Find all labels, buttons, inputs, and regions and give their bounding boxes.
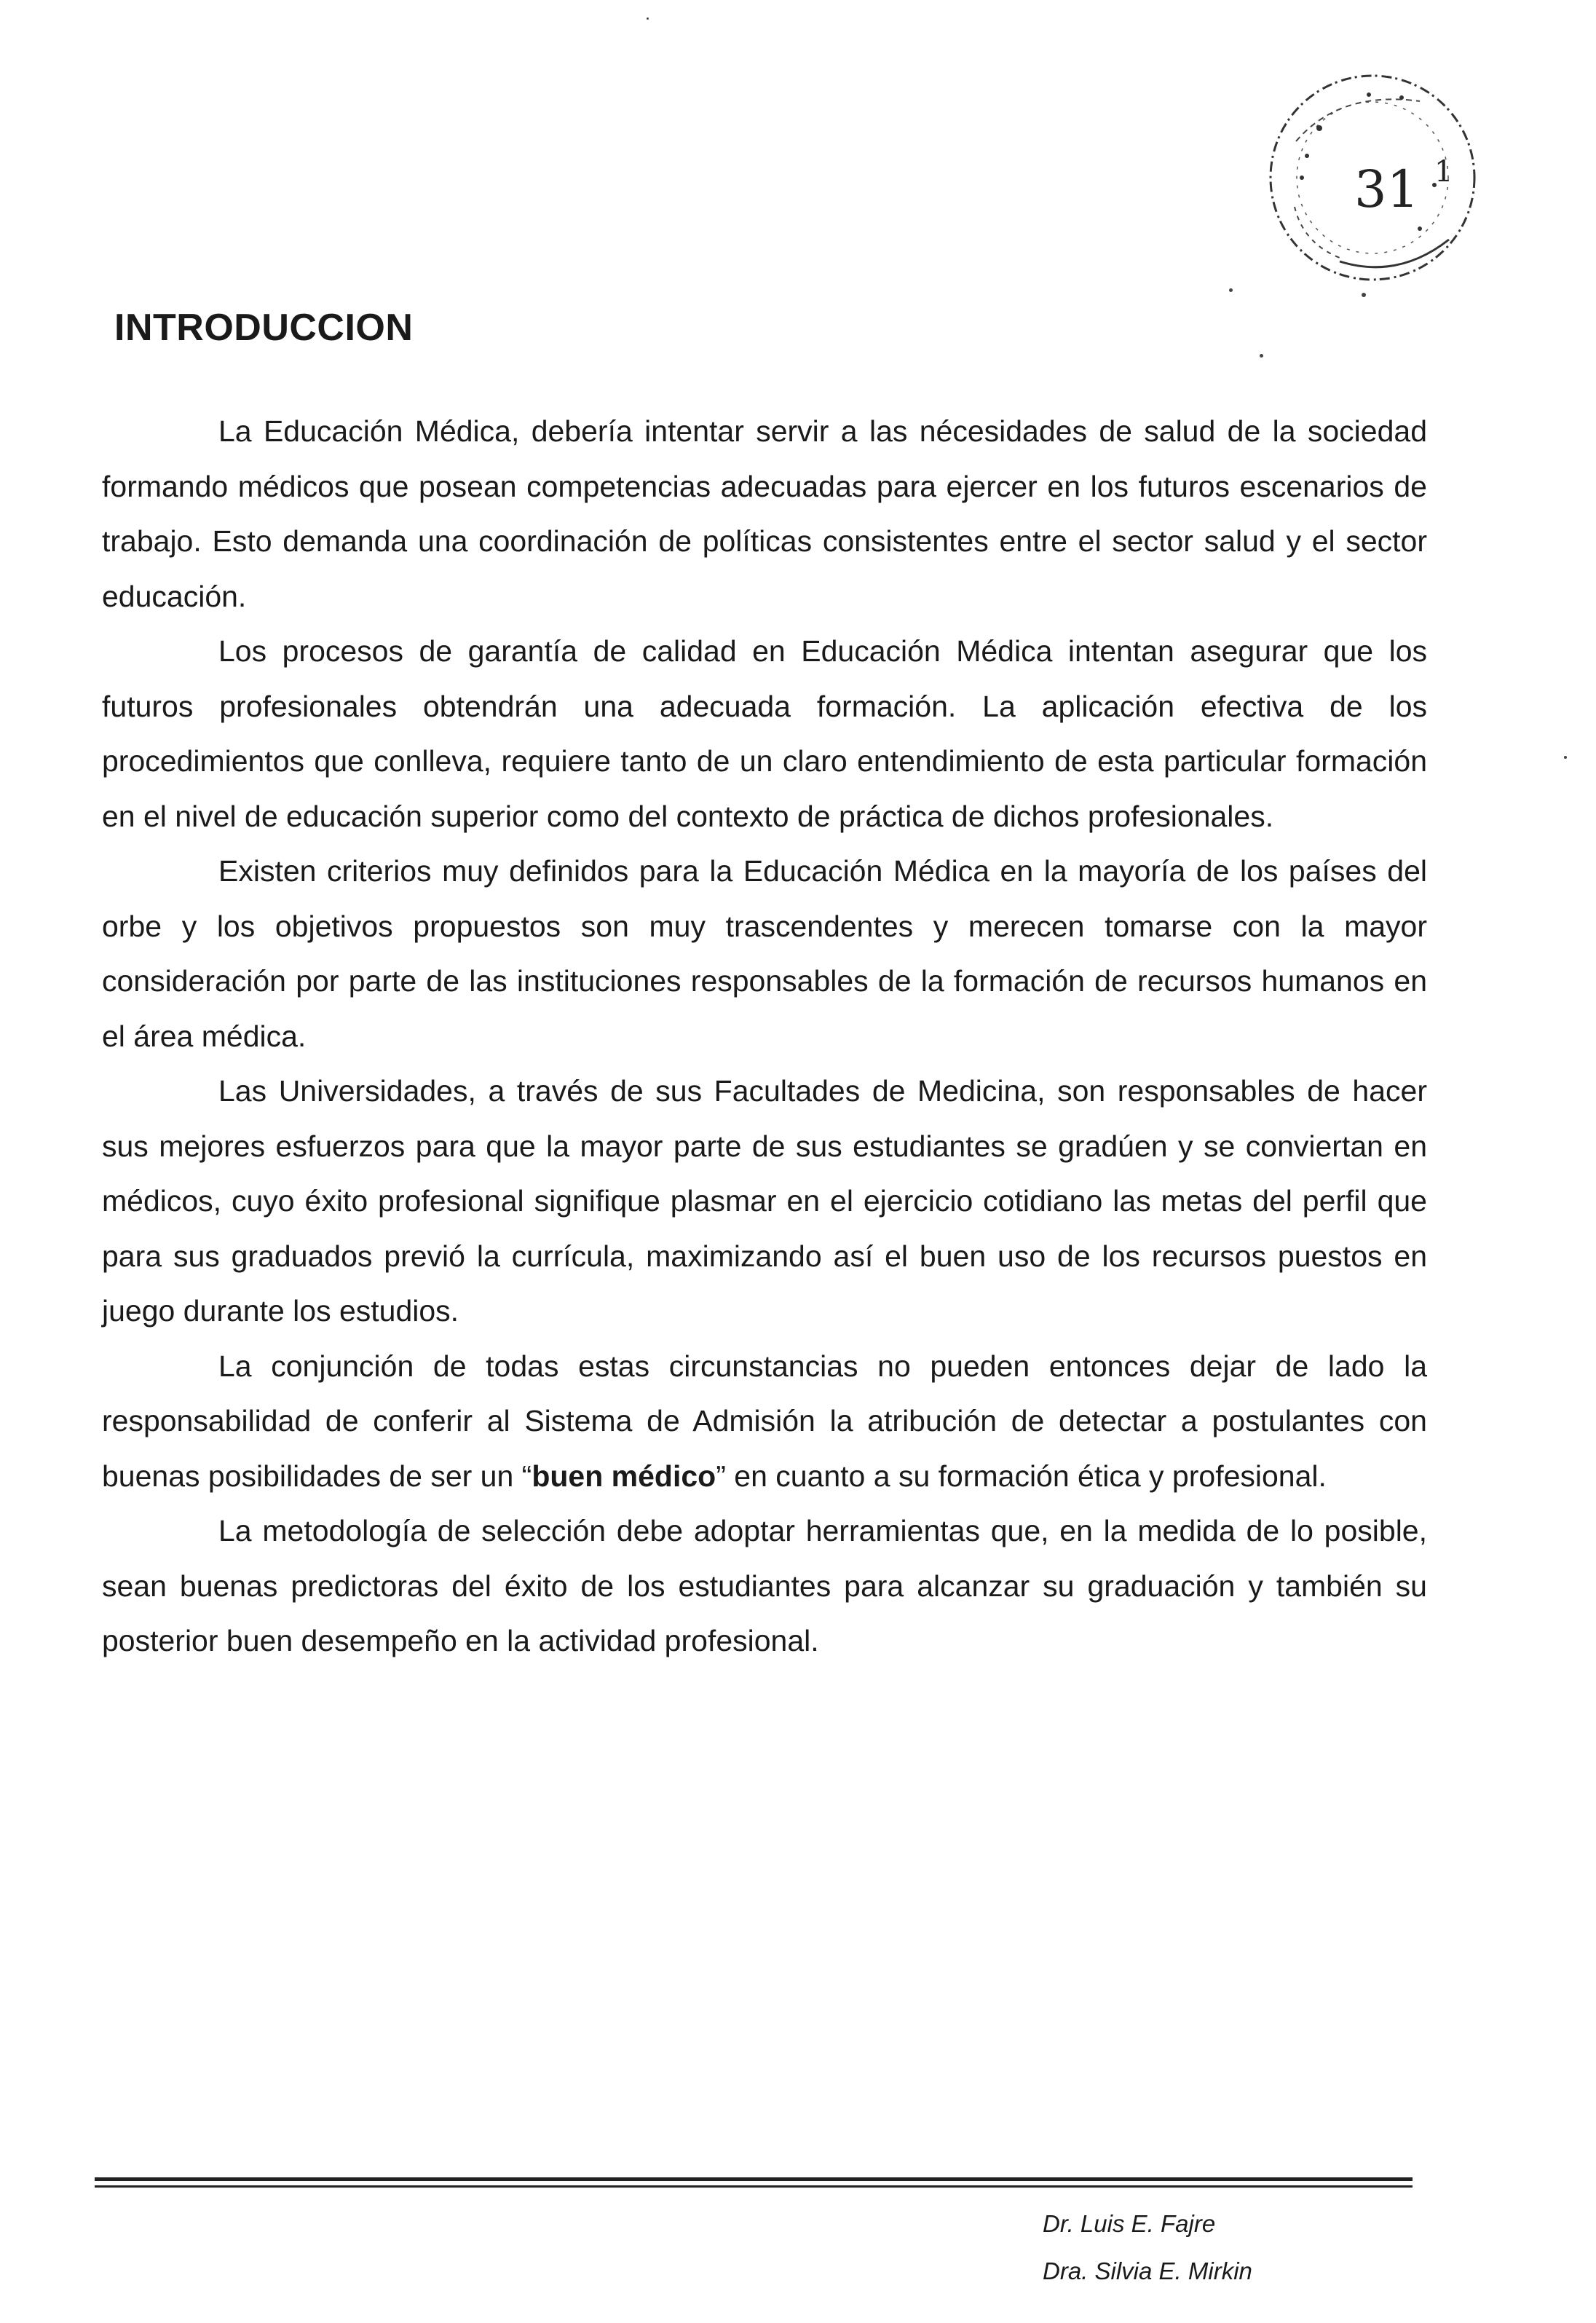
scan-speck [1564,756,1567,759]
paragraph-text: La conjunción de todas estas circunstancias no pueden entonces dejar de lado la responsabilidad de conferir al Sistema de Admisión la atribución de detectar a postulantes con buenas posibilidades de ser un “ [102,1349,1427,1493]
signature-author-1: Dr. Luis E. Fajre [1043,2210,1216,2237]
paragraph: Los procesos de garantía de calidad en Educación Médica intentan asegurar que los futuros profesionales obtendrán una adecuada formación. La aplicación efectiva de los procedimientos que conlleva, requiere tanto de un claro entendimiento de esta particular formación en el nivel de educación superior como del contexto de práctica de dichos profesionales. [102,634,1427,833]
footer-divider [95,2185,1413,2188]
paragraph: La metodología de selección debe adoptar herramientas que, en la medida de lo posible, sean buenas predictoras del éxito de los estudiantes para alcanzar su graduación y también su posterior buen desempeño en la actividad profesional. [102,1514,1427,1657]
stamp-page-number: 31 [1354,159,1420,219]
scan-speck [1229,288,1233,292]
body-text [102,404,1427,1669]
signature-author-2: Dra. Silvia E. Mirkin [1043,2257,1252,2284]
paragraph [102,1339,1427,1504]
emphasis-text: buen médico [532,1459,716,1493]
folio-stamp [1252,61,1493,294]
paragraph-text: ” en cuanto a su formación ética y profesional. [716,1459,1327,1493]
scan-speck [1260,354,1263,358]
scan-speck [647,17,649,20]
stamp-seal-icon [1252,61,1493,294]
scan-speck [1362,293,1366,297]
footer-divider [95,2177,1413,2181]
stamp-side-mark: 1 [1434,155,1453,189]
page-title: INTRODUCCION [114,307,414,349]
paragraph: La Educación Médica, debería intentar servir a las nécesidades de salud de la sociedad formando médicos que posean competencias adecuadas para ejercer en los futuros escenarios de trabajo. Esto demanda una coordinación de políticas consistentes entre el sector salud y el sector educación. [102,414,1427,613]
paragraph: Existen criterios muy definidos para la Educación Médica en la mayoría de los países del orbe y los objetivos propuestos son muy trascendentes y merecen tomarse con la mayor consideración por parte de las instituciones responsables de la formación de recursos humanos en el área médica. [102,854,1427,1053]
paragraph: Las Universidades, a través de sus Facultades de Medicina, son responsables de hacer sus mejores esfuerzos para que la mayor parte de sus estudiantes se gradúen y se conviertan en médicos, cuyo éxito profesional signifique plasmar en el ejercicio cotidiano las metas del perfil que para sus graduados previó la currícula, maximizando así el buen uso de los recursos puestos en juego durante los estudios. [102,1074,1427,1328]
